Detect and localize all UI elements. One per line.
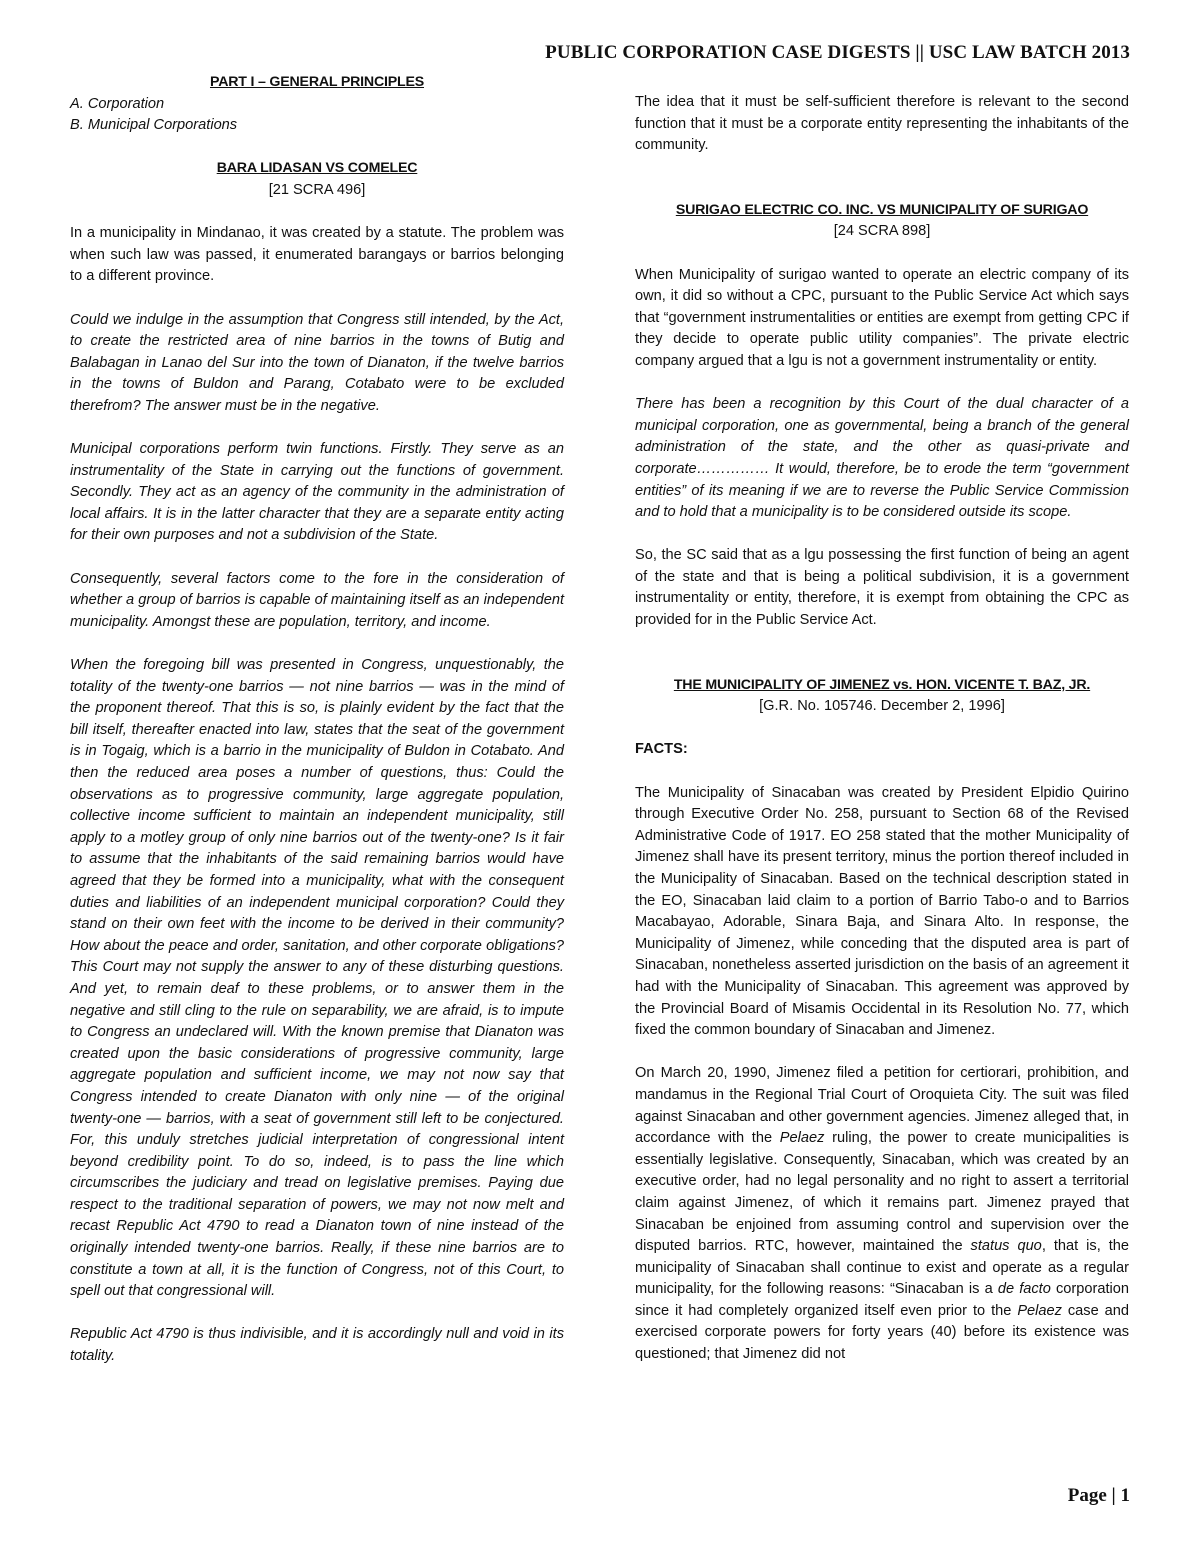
paragraph-quote: Republic Act 4790 is thus indivisible, and it is accordingly null and void in its totality.	[70, 1326, 564, 1365]
text-run-italic: de facto	[997, 1281, 1051, 1298]
text-run: corporation since it had completely organized itself even prior to the	[635, 1281, 1129, 1319]
paragraph	[635, 1063, 1129, 1365]
text-run-italic: Pelaez	[1017, 1302, 1062, 1319]
left-column	[70, 72, 564, 1368]
page-number: Page | 1	[1067, 1485, 1130, 1506]
paragraph: In a municipality in Mindanao, it was created by a statute. The problem was when such law was passed, it enumerated barangays or barrios belonging to a different province.	[70, 225, 564, 285]
text-run: ruling, the power to create municipalities is essentially legislative. Consequently, Sinacaban, which was created by an executive order, had no legal personality and no right to assert a territorial claim against Jimenez, of which it remains part. Jimenez prayed that Sinacaban be enjoined from assuming control and supervision over the disputed barrios. RTC, however, maintained the	[635, 1130, 1129, 1255]
paragraph-quote: Municipal corporations perform twin functions. Firstly. They serve as an instrumentality of the State in carrying out the functions of government. Secondly. They act as an agency of the community in the administration of local affairs. It is in the latter character that they are a separate entity acting for their own purposes and not a subdivision of the State.	[70, 441, 564, 544]
paragraph-quote: Consequently, several factors come to the fore in the consideration of whether a group of barrios is capable of maintaining itself as an independent municipality. Amongst these are population, territory, and income.	[70, 570, 564, 630]
paragraph: The Municipality of Sinacaban was created by President Elpidio Quirino through Executive Order No. 258, pursuant to Section 68 of the Revised Administrative Code of 1917. EO 258 stated that the mother Municipality of Jimenez shall have its present territory, minus the portion thereof included in the Municipality of Sinacaban. Based on the technical description stated in the EO, Sinacaban laid claim to a portion of Barrio Tabo-o and to Barrios Macabayao, Adorable, Sinara Baja, and Sinara Alto. In response, the Municipality of Jimenez, while conceding that the disputed area is part of Sinacaban, nonetheless asserted jurisdiction on the basis of an agreement it had with the Municipality of Sinacaban. This agreement was approved by the Provincial Board of Misamis Occidental in its Resolution No. 77, which fixed the common boundary of Sinacaban and Jimenez.	[635, 784, 1129, 1039]
case-title-jimenez: THE MUNICIPALITY OF JIMENEZ vs. HON. VICENTE T. BAZ, JR.	[673, 676, 1091, 693]
paragraph: The idea that it must be self-sufficient therefore is relevant to the second function that it must be a corporate entity representing the inhabitants of the community.	[635, 94, 1129, 154]
paragraph: So, the SC said that as a lgu possessing the first function of being an agent of the state and that is being a political subdivision, it is a government instrumentality or entity, therefore, it is exempt from obtaining the CPC as provided for in the Public Service Act.	[635, 547, 1129, 629]
case-citation-lidasan: [21 SCRA 496]	[268, 181, 366, 198]
case-title-lidasan: BARA LIDASAN VS COMELEC	[216, 160, 418, 177]
outline-item-a: A. Corporation	[70, 95, 165, 112]
right-column	[635, 92, 1129, 1366]
text-run: On March 20, 1990, Jimenez filed a petition for certiorari, prohibition, and mandamus in the Regional Trial Court of Oroquieta City. The suit was filed against Sinacaban and other government agencies. Jimenez alleged that, in accordance with the	[635, 1065, 1129, 1147]
part-title: PART I – GENERAL PRINCIPLES	[209, 74, 424, 90]
text-run: case and exercised corporate powers for forty years (40) before its existence was questioned; that Jimenez did not	[635, 1302, 1129, 1363]
text-run: , that is, the municipality of Sinacaban shall continue to exist and operate as a regular municipality, for the following reasons: “Sinacaban is a	[635, 1238, 1130, 1298]
case-citation-jimenez: [G.R. No. 105746. December 2, 1996]	[759, 698, 1005, 715]
case-title-surigao: SURIGAO ELECTRIC CO. INC. VS MUNICIPALITY OF SURIGAO	[675, 201, 1089, 218]
running-header: PUBLIC CORPORATION CASE DIGESTS || USC LAW BATCH 2013	[545, 42, 1130, 63]
text-run-italic: Pelaez	[779, 1130, 825, 1147]
paragraph-quote: Could we indulge in the assumption that Congress still intended, by the Act, to create the restricted area of nine barrios in the towns of Butig and Balabagan in Lanao del Sur into the town of Dianaton, if the twelve barrios in the towns of Buldon and Parang, Cotabato were to be excluded therefrom? The answer must be in the negative.	[70, 311, 564, 414]
text-run-italic: status quo	[970, 1238, 1042, 1255]
facts-heading: FACTS:	[635, 741, 688, 758]
paragraph: When Municipality of surigao wanted to operate an electric company of its own, it did so without a CPC, pursuant to the Public Service Act which says that “government instrumentalities or entities are exempt from getting CPC if they decide to operate public utility companies”. The private electric company argued that a lgu is not a government instrumentality or entity.	[635, 266, 1129, 369]
outline-item-b: B. Municipal Corporations	[70, 117, 238, 134]
paragraph-quote: There has been a recognition by this Court of the dual character of a municipal corporation, one as governmental, being a branch of the general administration of the state, and the other as quasi-private and corporate…………… It would, therefore, be to erode the term “government entities” of its meaning if we are to reverse the Public Service Commission and to hold that a municipality is to be considered outside its scope.	[635, 396, 1129, 521]
case-citation-surigao: [24 SCRA 898]	[833, 223, 931, 240]
paragraph-quote: When the foregoing bill was presented in Congress, unquestionably, the totality of the twenty-one barrios — not nine barrios — was in the mind of the proponent thereof. That this is so, is plainly evident by the fact that the bill itself, thereafter enacted into law, states that the seat of the government is in Togaig, which is a barrio in the municipality of Buldon in Cotabato. And then the reduced area poses a number of questions, thus: Could the observations as to progressive community, large aggregate population, collective income sufficient to maintain an independent municipality, still apply to a motley group of only nine barrios out of the twenty-one? Is it fair to assume that the inhabitants of the said remaining barrios would have agreed that they be formed into a municipality, what with the consequent duties and liabilities of an independent municipal corporation? Could they stand on their own feet with the income to be derived in their community? How about the peace and order, sanitation, and other corporate obligations? This Court may not supply the answer to any of these disturbing questions. And yet, to remain deaf to these problems, or to answer them in the negative and still cling to the rule on separability, we are afraid, is to impute to Congress an undeclared will. With the known premise that Dianaton was created upon the basic considerations of progressive community, large aggregate population and sufficient income, we may not now say that Congress intended to create Dianaton with only nine — of the original twenty-one — barrios, with a seat of government still left to be conjectured. For, this unduly stretches judicial interpretation of congressional intent beyond credibility point. To do so, indeed, is to pass the line which circumscribes the judiciary and tread on legislative premises. Paying due respect to the traditional separation of powers, we may not now melt and recast Republic Act 4790 to read a Dianaton town of nine instead of the originally intended twenty-one barrios. Really, if these nine barrios are to constitute a town at all, it is the function of Congress, not of this Court, to spell out that congressional will.	[70, 657, 564, 1300]
